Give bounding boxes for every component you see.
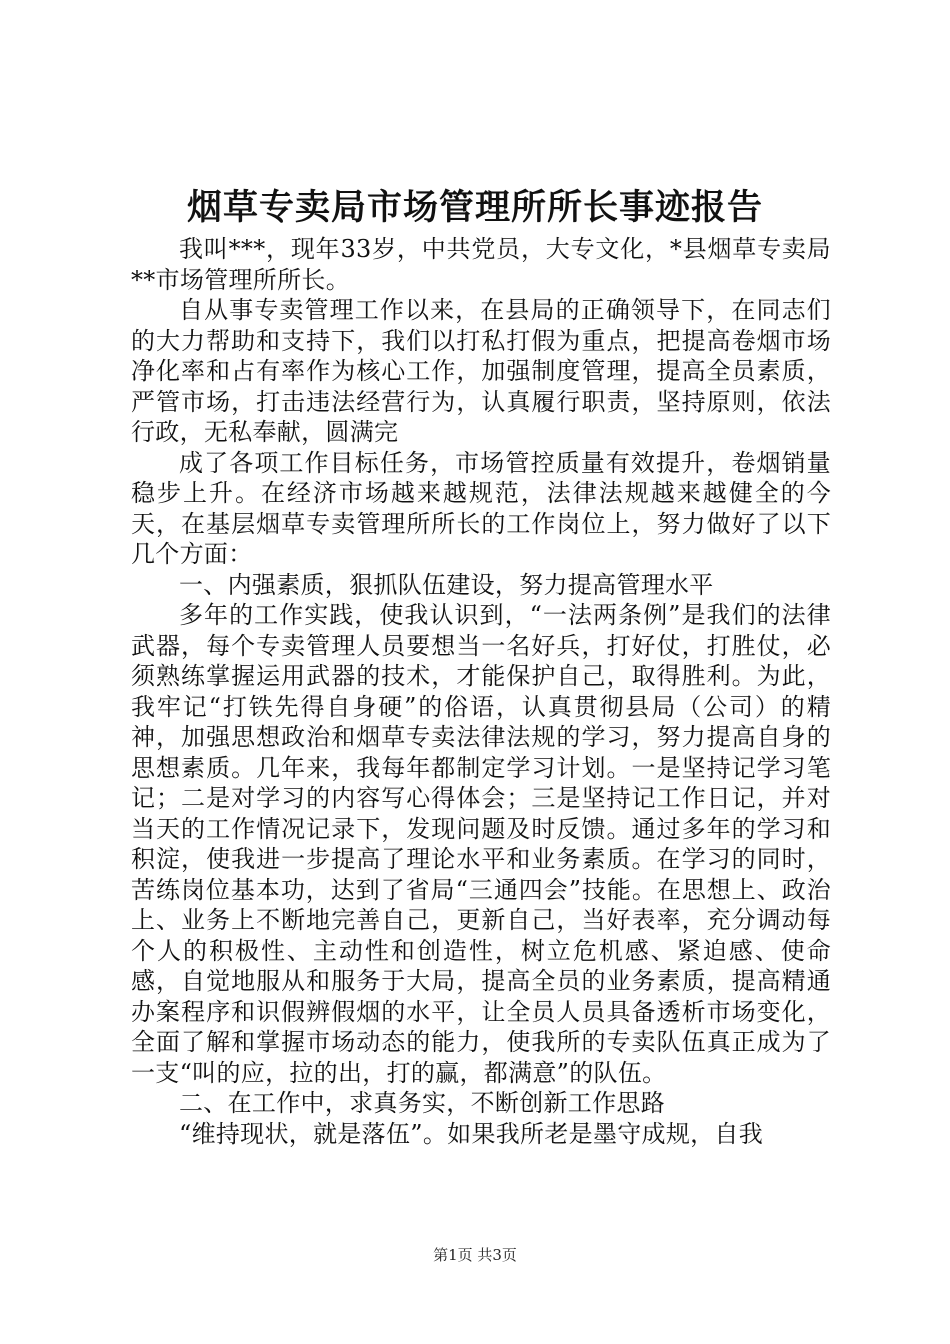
document-body xyxy=(131,234,831,1149)
paragraph-achievements: 成了各项工作目标任务，市场管控质量有效提升，卷烟销量稳步上升。在经济市场越来越规范，法律法规越来越健全的今天，在基层烟草专卖管理所所长的工作岗位上，努力做好了以下几个方面： xyxy=(131,448,831,568)
paragraph-intro: 我叫***，现年33岁，中共党员，大专文化，*县烟草专卖局**市场管理所所长。 xyxy=(131,235,831,294)
section-heading-one: 一、内强素质，狠抓队伍建设，努力提高管理水平 xyxy=(179,570,714,599)
paragraph-section-two: “维持现状，就是落伍”。如果我所老是墨守成规，自我 xyxy=(179,1119,764,1148)
section-heading-two: 二、在工作中，求真务实，不断创新工作思路 xyxy=(179,1089,665,1117)
paragraph-work-overview: 自从事专卖管理工作以来，在县局的正确领导下，在同志们的大力帮助和支持下，我们以打私打假为重点，把提高卷烟市场净化率和占有率作为核心工作，加强制度管理，提高全员素质，严管市场，打击违法经营行为，认真履行职责，坚持原则，依法行政，无私奉献，圆满完 xyxy=(131,296,831,446)
page-number-footer: 第1页 共3页 xyxy=(433,1246,517,1264)
paragraph-section-one: 多年的工作实践，使我认识到，“一法两条例”是我们的法律武器，每个专卖管理人员要想当一名好兵，打好仗，打胜仗，必须熟练掌握运用武器的技术，才能保护自己，取得胜利。为此，我牢记“打铁先得自身硬”的俗语，认真贯彻县局（公司）的精神，加强思想政治和烟草专卖法律法规的学习，努力提高自身的思想素质。几年来，我每年都制定学习计划。一是坚持记学习笔记；二是对学习的内容写心得体会；三是坚持记工作日记，并对当天的工作情况记录下，发现问题及时反馈。通过多年的学习和积淀，使我进一步提高了理论水平和业务素质。在学习的同时，苦练岗位基本功，达到了省局“三通四会”技能。在思想上、政治上、业务上不断地完善自己，更新自己，当好表率，充分调动每个人的积极性、主动性和创造性，树立危机感、紧迫感、使命感，自觉地服从和服务于大局，提高全员的业务素质，提高精通办案程序和识假辨假烟的水平，让全员人员具备透析市场变化，全面了解和掌握市场动态的能力，使我所的专卖队伍真正成为了一支“叫的应，拉的出，打的赢，都满意”的队伍。 xyxy=(131,601,831,1087)
document-title: 烟草专卖局市场管理所所长事迹报告 xyxy=(186,188,763,228)
